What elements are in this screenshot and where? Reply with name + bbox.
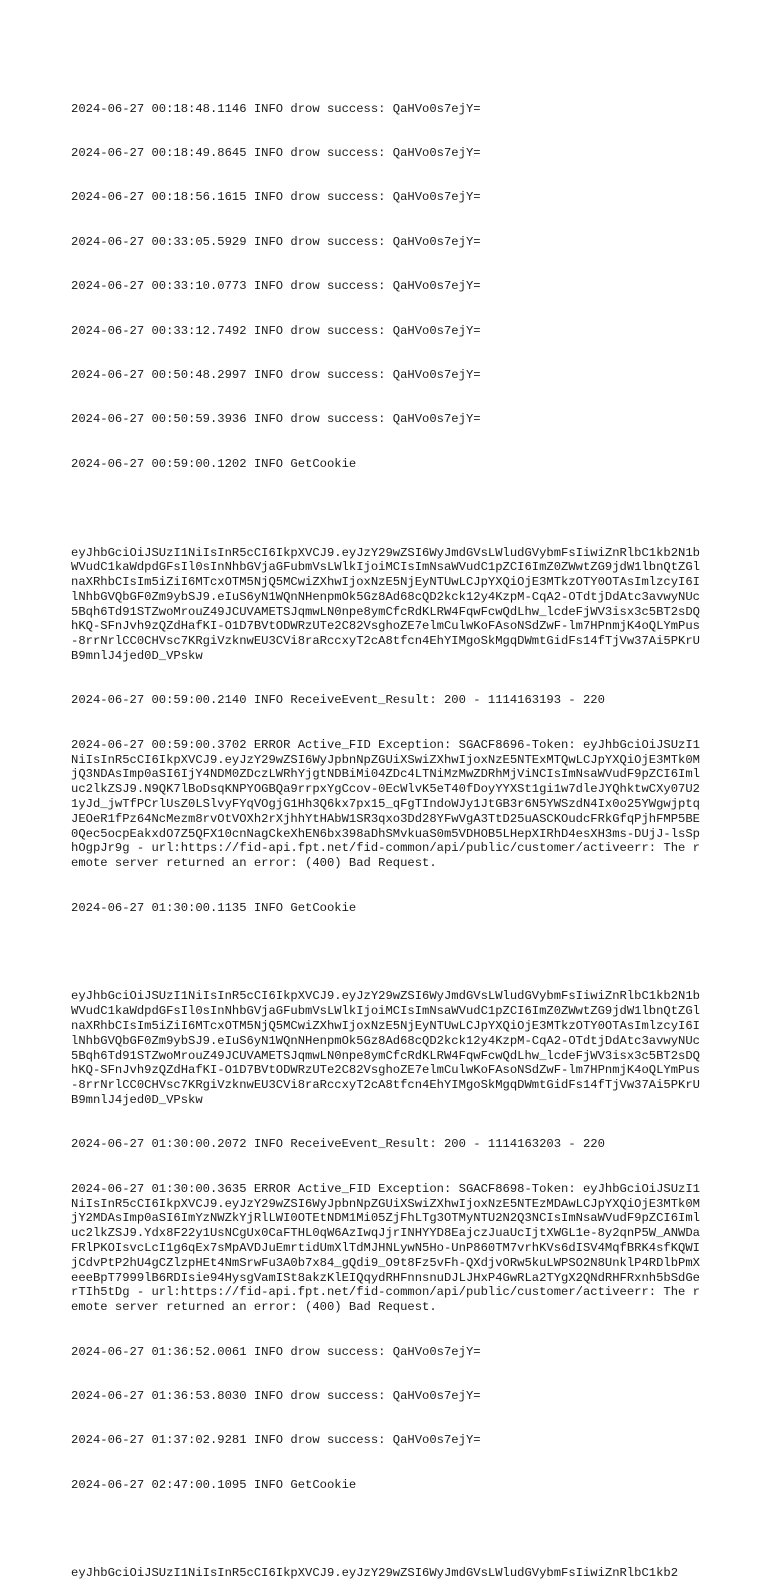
log-line: 2024-06-27 00:18:49.8645 INFO drow success: QaHVo0s7ejY= [71,145,481,160]
log-line: 2024-06-27 02:47:00.1095 INFO GetCookie [71,1477,357,1492]
token-block: eyJhbGciOiJSUzI1NiIsInR5cCI6IkpXVCJ9.eyJzY29wZSI6WyJmdGVsLWludGVybmFsIiwiZnRlbC1kb2 [71,1566,679,1581]
log-line: 2024-06-27 01:30:00.2072 INFO ReceiveEvent_Result: 200 - 1114163203 - 220 [71,1137,605,1152]
log-line: 2024-06-27 00:59:00.2140 INFO ReceiveEvent_Result: 200 - 1114163193 - 220 [71,693,605,708]
log-line: 2024-06-27 01:30:00.1135 INFO GetCookie [71,900,357,915]
log-document [71,72,701,1596]
log-line: 2024-06-27 01:36:52.0061 INFO drow success: QaHVo0s7ejY= [71,1344,481,1359]
log-line: 2024-06-27 00:50:59.3936 INFO drow success: QaHVo0s7ejY= [71,412,481,427]
token-block: eyJhbGciOiJSUzI1NiIsInR5cCI6IkpXVCJ9.eyJzY29wZSI6WyJmdGVsLWludGVybmFsIiwiZnRlbC1kb2N1bWVudC1kaWdpdGFsIl0sInNhbGVjaGFubmVsLWlkIjoiMCIsImNsaWVudC1pZCI6ImZ0ZWwtZG9jdW1lbnQtZGlnaXRhbCIsIm5iZiI6MTcxOTM5NjQ5MCwiZXhwIjoxNzE5NjEyNTUwLCJpYXQiOjE3MTkzOTY0OTAsImlzcyI6IlNhbGVQbGF0Zm9ybSJ9.eIuS6yN1WQnNHenpmOk5Gz8Ad68cQD2kck12y4KzpM-CqA2-OTdtjDdAtc3avwyNUc5Bqh6Td91STZwoMrouZ49JCUVAMETSJqmwLN0npe8ymCfcRdKLRW4FqwFcwQdLhw_lcdeFjWV3isx3c5BT2sDQhKQ-SFnJvh9zQZdHafKI-O1D7BVtODWRzUTe2C82VsghoZE7elmCulwKoFAsoNSdZwF-lm7HPnmjK4oQLYmPus-8rrNrlCC0CHVsc7KRgiVzknwEU3CVi8raRccxyT2cA8tfcn4EhYIMgoSkMgqDWmtGidFs14fTjVw37Ai5PKrUB9mnlJ4jed0D_VPskw [71,989,700,1107]
log-line: 2024-06-27 00:33:05.5929 INFO drow success: QaHVo0s7ejY= [71,234,481,249]
log-line: 2024-06-27 01:36:53.8030 INFO drow success: QaHVo0s7ejY= [71,1388,481,1403]
log-line: 2024-06-27 00:33:12.7492 INFO drow success: QaHVo0s7ejY= [71,323,481,338]
error-log-entry: 2024-06-27 00:59:00.3702 ERROR Active_FID Exception: SGACF8696-Token: eyJhbGciOiJSUzI1NiIsInR5cCI6IkpXVCJ9.eyJzY29wZSI6WyJpbnNpZGUiXSwiZXhwIjoxNzE5NTExMTQwLCJpYXQiOjE3MTk0MjQ3NDAsImp0aSI6IjY4NDM0ZDczLWRhYjgtNDBiMi04ZDc4LTNiMzMwZDRhMjViNCIsImNsaWVudF9pZCI6Imluc2lkZSJ9.N9QK7lBoDsqKNPYOGBQa9rrpxYgCcov-0EcWlvK5eT40fDoyYYXSt1gi1w7dleJYQhktwCXy07U21yJd_jwTfPCrlUsZ0LSlvyFYqVOgjG1Hh3Q6kx7px15_qFgTIndoWJy1JtGB3r6N5YWSzdN4Ix0o25YWgwjptqJEOeR1fPz64NcMezm8rvOtVOXh2rXjhhYtHAbW1SR3qxo3Dd28YFwVgA3TtD25uASCKOudcFRkGfqPjhFMP5BE0Qec5ocpEakxdO7Z5QFX10cnNagCkeXhEN6bx398aDhSMvkuaS0m5VDHOB5LHepXIRhD4esXH3ms-DUjJ-lsSphOgpJr9g - url:https://fid-api.fpt.net/fid-common/api/public/customer/activeerr: The remote server returned an error: (400) Bad Request. [71,737,700,871]
log-line: 2024-06-27 00:18:56.1615 INFO drow success: QaHVo0s7ejY= [71,190,481,205]
log-line: 2024-06-27 00:59:00.1202 INFO GetCookie [71,456,357,471]
log-line: 2024-06-27 00:33:10.0773 INFO drow success: QaHVo0s7ejY= [71,279,481,294]
blank-line [71,945,701,960]
token-block: eyJhbGciOiJSUzI1NiIsInR5cCI6IkpXVCJ9.eyJzY29wZSI6WyJmdGVsLWludGVybmFsIiwiZnRlbC1kb2N1bWVudC1kaWdpdGFsIl0sInNhbGVjaGFubmVsLWlkIjoiMCIsImNsaWVudC1pZCI6ImZ0ZWwtZG9jdW1lbnQtZGlnaXRhbCIsIm5iZiI6MTcxOTM5NjQ5MCwiZXhwIjoxNzE5NjEyNTUwLCJpYXQiOjE3MTkzOTY0OTAsImlzcyI6IlNhbGVQbGF0Zm9ybSJ9.eIuS6yN1WQnNHenpmOk5Gz8Ad68cQD2kck12y4KzpM-CqA2-OTdtjDdAtc3avwyNUc5Bqh6Td91STZwoMrouZ49JCUVAMETSJqmwLN0npe8ymCfcRdKLRW4FqwFcwQdLhw_lcdeFjWV3isx3c5BT2sDQhKQ-SFnJvh9zQZdHafKI-O1D7BVtODWRzUTe2C82VsghoZE7elmCulwKoFAsoNSdZwF-lm7HPnmjK4oQLYmPus-8rrNrlCC0CHVsc7KRgiVzknwEU3CVi8raRccxyT2cA8tfcn4EhYIMgoSkMgqDWmtGidFs14fTjVw37Ai5PKrUB9mnlJ4jed0D_VPskw [71,545,700,664]
error-log-entry: 2024-06-27 01:30:00.3635 ERROR Active_FID Exception: SGACF8698-Token: eyJhbGciOiJSUzI1NiIsInR5cCI6IkpXVCJ9.eyJzY29wZSI6WyJpbnNpZGUiXSwiZXhwIjoxNzE5NTEzMDAwLCJpYXQiOjE3MTk0MjY2MDAsImp0aSI6ImYzNWZkYjRlLWI0OTEtNDM1Mi05ZjFhLTg3OTMyNTU2N2Q3NCIsImNsaWVudF9pZCI6Imluc2lkZSJ9.Ydx8F22y1UsNCgUx0CaFTHL0qW6AzIwqJjrINHYYD8EajczJuaUcIjtXWGL1e-8y2qnP5W_ANWDaFRlPKOIsvcLcI1g6qEx7sMpAVDJuEmrtidUmXlTdMJHNLywN5Ho-UnP860TM7vrhKVs6dISV4MqfBRK4sfKQWIjCdvPtP2hU4gCZlzpHEt4NmSrwFu3A0b7x84_gQdi9_O9t8Fz5vFh-QXdjvORw5kuLWPSO2N8UnklP4RDlbPmXeeeBpT7999lB6RDIsie94HysgVamISt8akzKlEIQqydRHFnnsnuDJLJHxP4GwRLa2TYgX2QNdRHFRxnh5bSdGerTIh5tDg - url:https://fid-api.fpt.net/fid-common/api/public/customer/activeerr: The remote server returned an error: (400) Bad Request. [71,1181,700,1315]
blank-line [71,1522,701,1537]
blank-line [71,501,701,516]
log-line: 2024-06-27 00:18:48.1146 INFO drow success: QaHVo0s7ejY= [71,101,481,116]
log-line: 2024-06-27 01:37:02.9281 INFO drow success: QaHVo0s7ejY= [71,1433,481,1448]
log-line: 2024-06-27 00:50:48.2997 INFO drow success: QaHVo0s7ejY= [71,367,481,382]
